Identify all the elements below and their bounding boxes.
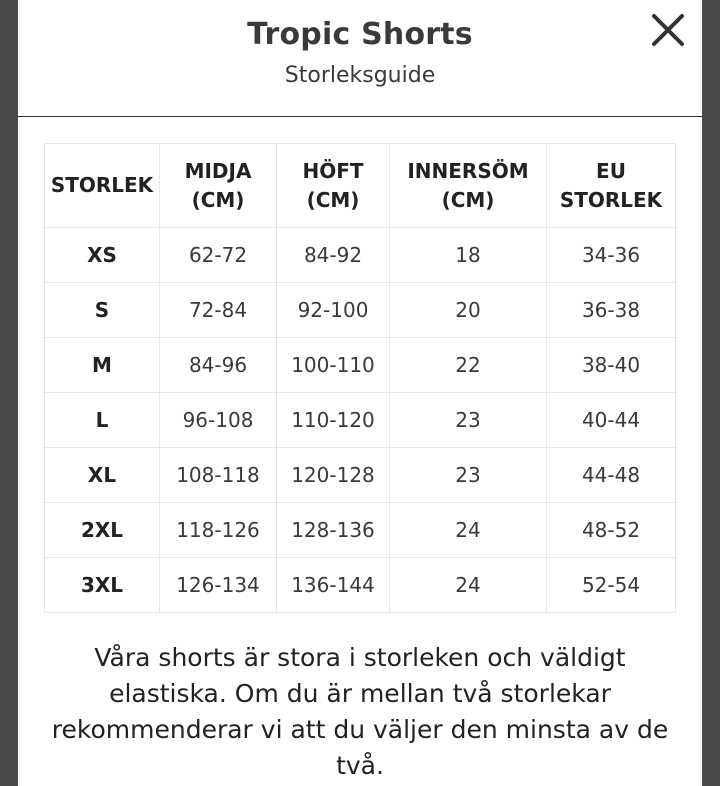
table-cell: 118-126 <box>160 503 277 558</box>
table-cell: 24 <box>390 558 547 613</box>
close-button[interactable] <box>648 10 688 50</box>
table-cell: 96-108 <box>160 393 277 448</box>
table-cell: 22 <box>390 338 547 393</box>
column-header <box>547 144 676 228</box>
column-header-text: MIDJA <box>184 158 252 183</box>
table-cell: 126-134 <box>160 558 277 613</box>
size-label-cell: XL <box>45 448 160 503</box>
table-cell: 40-44 <box>547 393 676 448</box>
table-row <box>45 503 676 558</box>
column-header-text: HÖFT <box>302 158 364 183</box>
table-row <box>45 283 676 338</box>
column-header-text: EU <box>596 158 626 183</box>
size-guide-modal <box>18 0 702 786</box>
table-row <box>45 338 676 393</box>
table-cell: 23 <box>390 448 547 503</box>
table-cell: 52-54 <box>547 558 676 613</box>
table-cell: 36-38 <box>547 283 676 338</box>
table-cell: 18 <box>390 228 547 283</box>
close-icon <box>648 10 688 50</box>
table-header-row <box>45 144 676 228</box>
size-label-cell: 2XL <box>45 503 160 558</box>
column-header-text: (CM) <box>191 187 245 212</box>
column-header-text: STORLEK <box>50 173 154 197</box>
table-cell: 100-110 <box>277 338 390 393</box>
table-cell: 92-100 <box>277 283 390 338</box>
table-cell: 120-128 <box>277 448 390 503</box>
size-label-cell: XS <box>45 228 160 283</box>
column-header <box>45 144 160 228</box>
table-cell: 128-136 <box>277 503 390 558</box>
table-cell: 20 <box>390 283 547 338</box>
table-body <box>45 228 676 613</box>
table-row <box>45 228 676 283</box>
table-cell: 44-48 <box>547 448 676 503</box>
table-cell: 62-72 <box>160 228 277 283</box>
column-header-text: STORLEK <box>559 187 663 212</box>
table-cell: 34-36 <box>547 228 676 283</box>
column-header-text: (CM) <box>441 187 495 212</box>
size-table-wrapper <box>44 143 676 613</box>
table-row <box>45 558 676 613</box>
table-cell: 23 <box>390 393 547 448</box>
product-title: Tropic Shorts <box>247 17 473 52</box>
table-cell: 84-96 <box>160 338 277 393</box>
size-label-cell: M <box>45 338 160 393</box>
size-label-cell: 3XL <box>45 558 160 613</box>
table-cell: 136-144 <box>277 558 390 613</box>
modal-header <box>18 0 702 117</box>
modal-subtitle: Storleksguide <box>284 63 436 88</box>
table-cell: 48-52 <box>547 503 676 558</box>
table-row <box>45 393 676 448</box>
column-header-text: (CM) <box>306 187 360 212</box>
table-row <box>45 448 676 503</box>
table-cell: 84-92 <box>277 228 390 283</box>
table-cell: 24 <box>390 503 547 558</box>
column-header-text: INNERSÖM <box>407 158 529 183</box>
table-cell: 72-84 <box>160 283 277 338</box>
table-cell: 108-118 <box>160 448 277 503</box>
size-label-cell: S <box>45 283 160 338</box>
table-cell: 38-40 <box>547 338 676 393</box>
column-header <box>277 144 390 228</box>
column-header <box>160 144 277 228</box>
size-table <box>44 143 676 613</box>
column-header <box>390 144 547 228</box>
sizing-note: Våra shorts är stora i storleken och väldigt elastiska. Om du är mellan två storlekar rekommenderar vi att du väljer den minsta av de två. <box>51 643 669 780</box>
size-label-cell: L <box>45 393 160 448</box>
table-cell: 110-120 <box>277 393 390 448</box>
